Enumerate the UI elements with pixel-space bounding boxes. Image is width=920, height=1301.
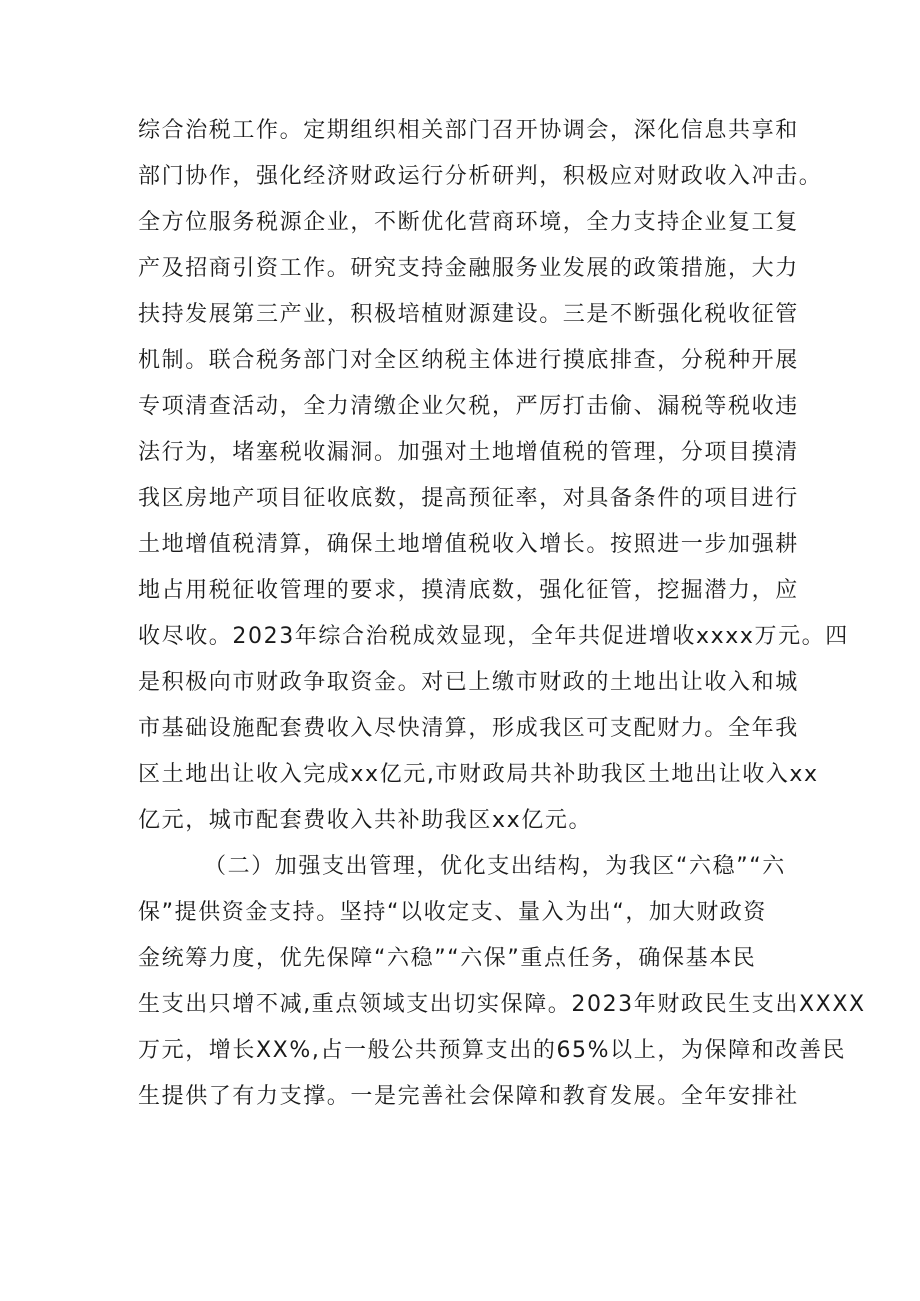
text-line: 金统筹力度，优先保障“六稳”“六保”重点任务，确保基本民: [138, 946, 757, 971]
text-line: 是积极向市财政争取资金。对已上缴市财政的土地出让收入和城: [138, 670, 799, 695]
text-line: 产及招商引资工作。研究支持金融服务业发展的政策措施，大力: [138, 256, 799, 281]
text-line: 我区房地产项目征收底数，提高预征率，对具备条件的项目进行: [138, 486, 799, 511]
text-line: 生支出只增不减,重点领域支出切实保障。2023年财政民生支出XXXX: [138, 992, 866, 1017]
text-line: 保”提供资金支持。坚持“以收定支、量入为出“，加大财政资: [138, 900, 767, 925]
text-line: 地占用税征收管理的要求，摸清底数，强化征管，挖掘潜力，应: [138, 578, 799, 603]
text-line: 生提供了有力支撑。一是完善社会保障和教育发展。全年安排社: [138, 1084, 799, 1109]
text-line: 区土地出让收入完成xx亿元,市财政局共补助我区土地出让收入xx: [138, 762, 819, 787]
text-line: 法行为，堵塞税收漏洞。加强对土地增值税的管理，分项目摸清: [138, 440, 799, 465]
text-line: 部门协作，强化经济财政运行分析研判，积极应对财政收入冲击。: [138, 164, 823, 189]
text-line: 专项清查活动，全力清缴企业欠税，严厉打击偷、漏税等税收违: [138, 394, 799, 419]
text-line: 收尽收。2023年综合治税成效显现，全年共促进增收xxxx万元。四: [138, 624, 849, 649]
text-line: 亿元，城市配套费收入共补助我区xx亿元。: [138, 808, 593, 833]
text-line: 万元，增长XX%,占一般公共预算支出的65%以上，为保障和改善民: [138, 1038, 847, 1063]
text-line: 市基础设施配套费收入尽快清算，形成我区可支配财力。全年我: [138, 716, 799, 741]
text-line: 综合治税工作。定期组织相关部门召开协调会，深化信息共享和: [138, 118, 799, 143]
text-line: 全方位服务税源企业，不断优化营商环境，全力支持企业复工复: [138, 210, 799, 235]
text-line: 土地增值税清算，确保土地增值税收入增长。按照进一步加强耕: [138, 532, 799, 557]
document-body: [138, 108, 866, 1120]
section-heading-line: （二）加强支出管理，优化支出结构，为我区“六稳”“六: [204, 854, 786, 879]
text-line: 扶持发展第三产业，积极培植财源建设。三是不断强化税收征管: [138, 302, 799, 327]
text-line: 机制。联合税务部门对全区纳税主体进行摸底排查，分税种开展: [138, 348, 799, 373]
